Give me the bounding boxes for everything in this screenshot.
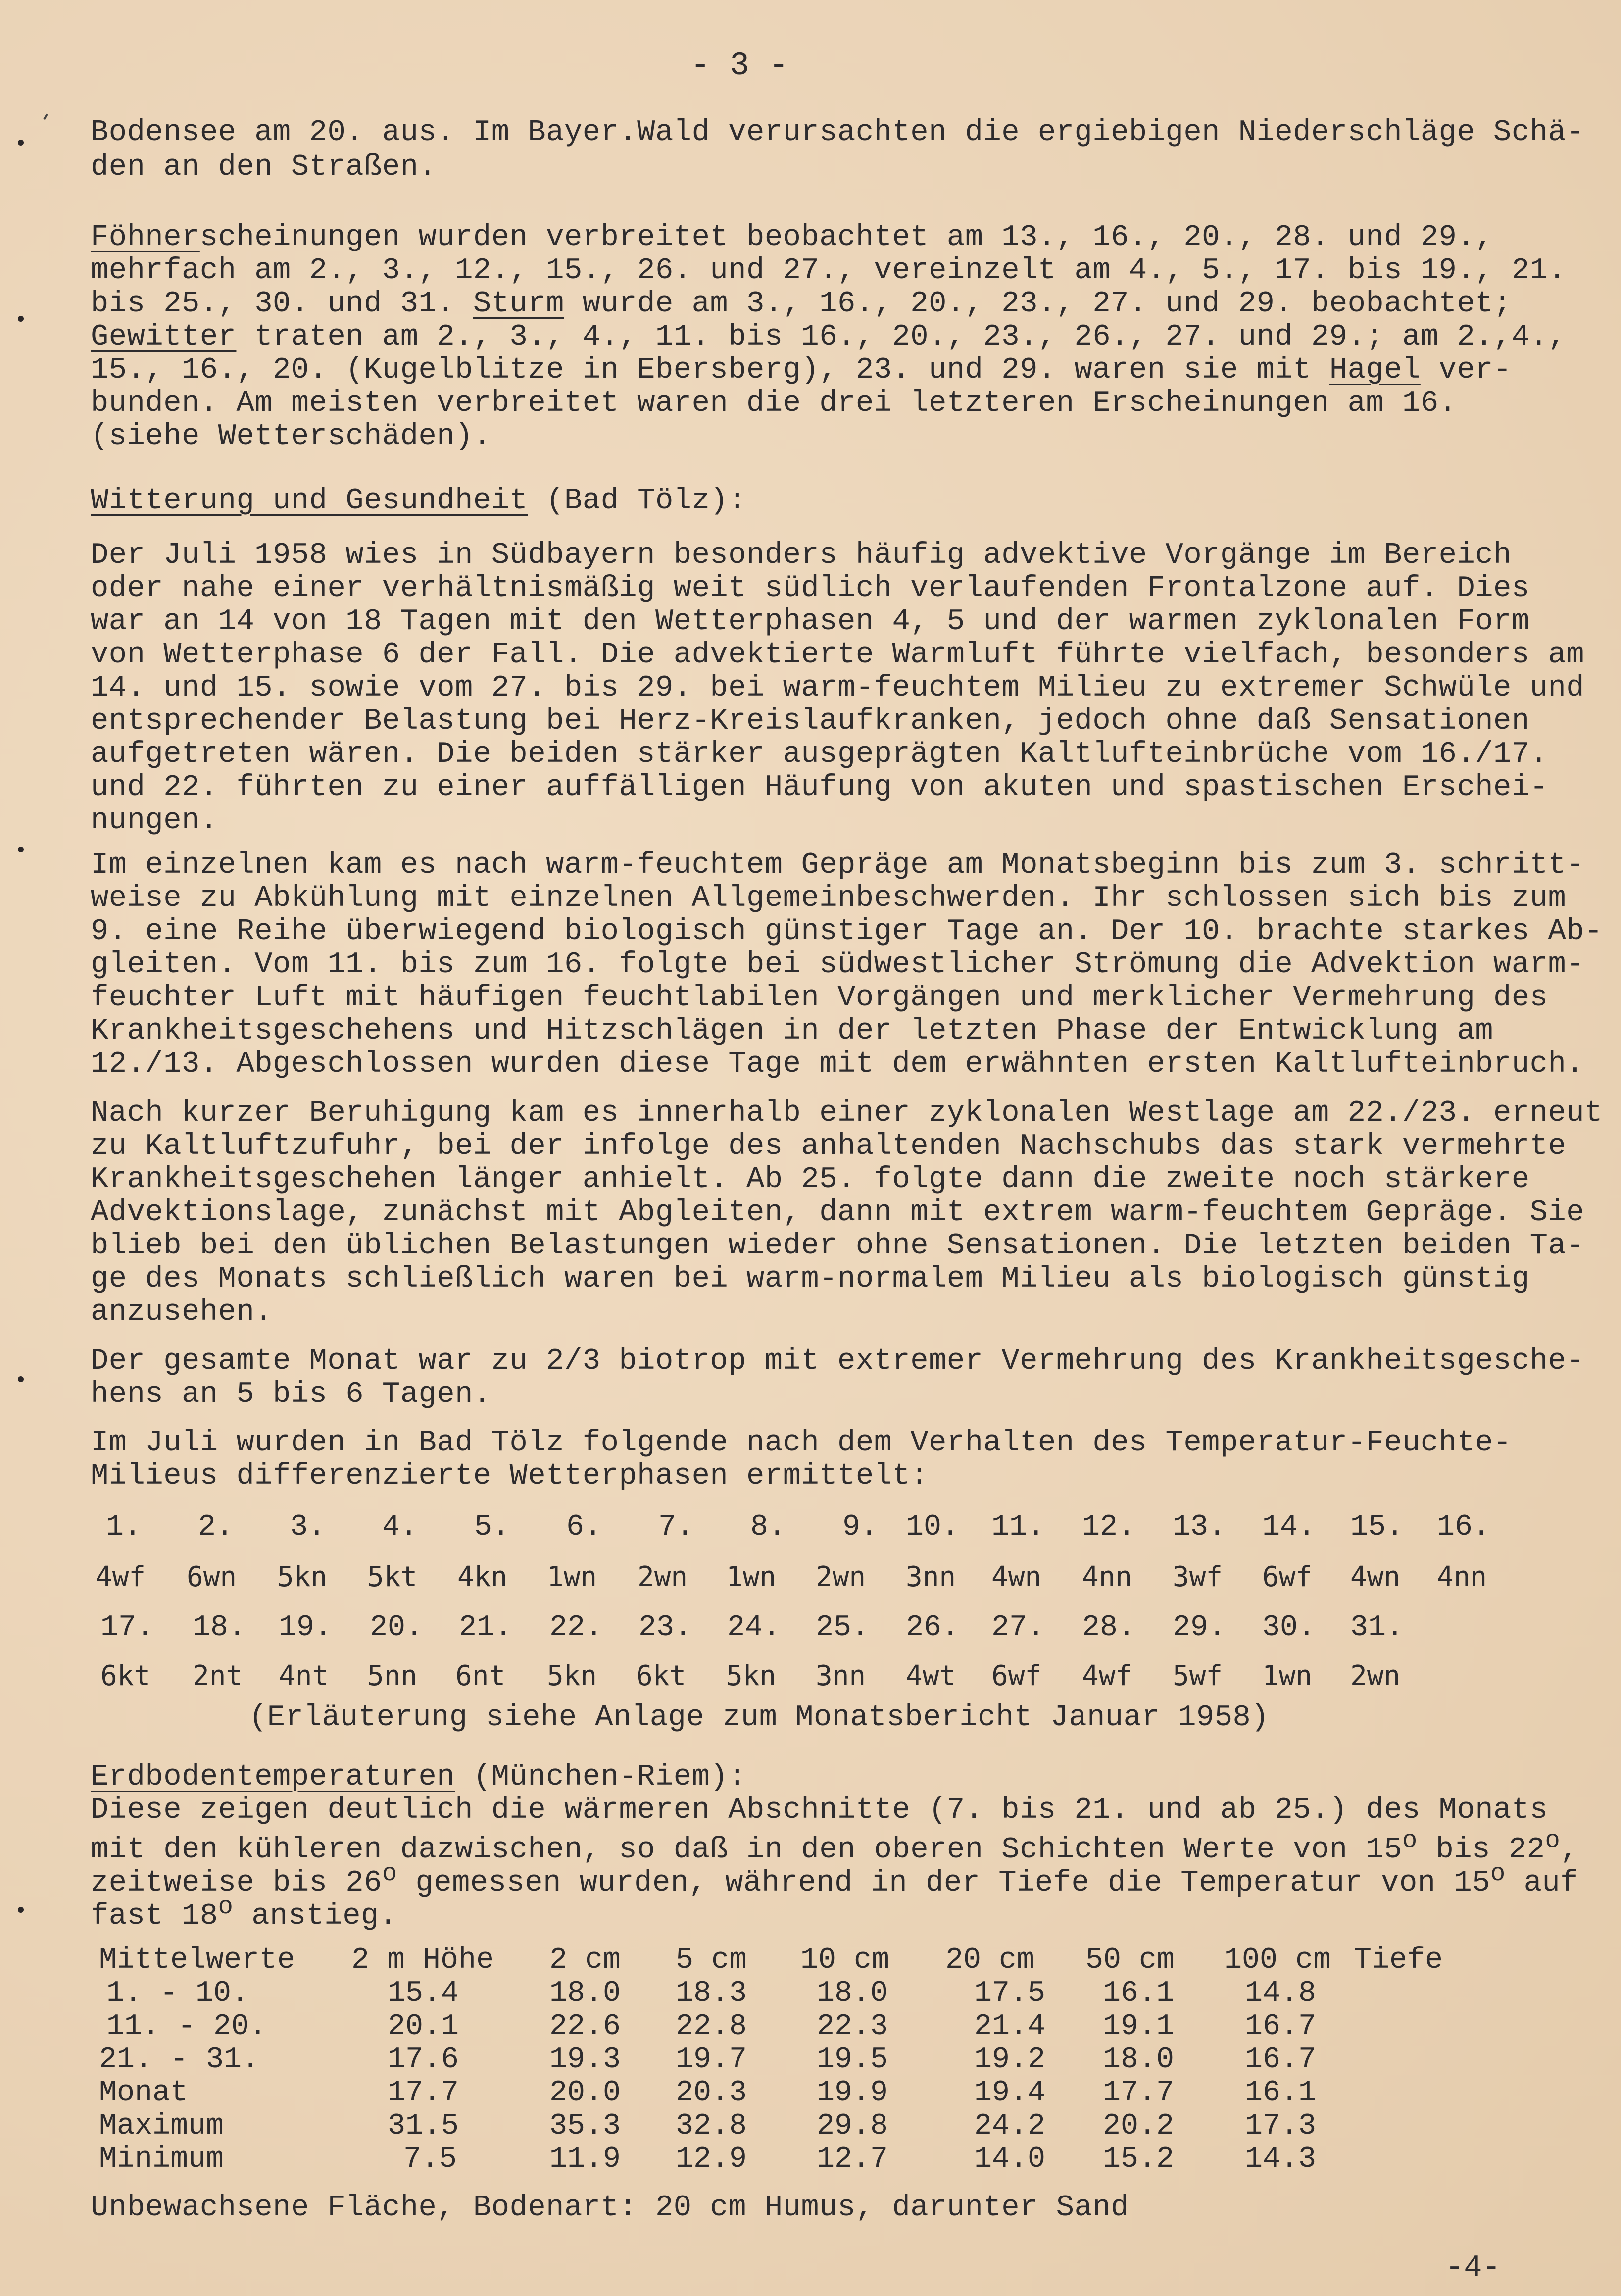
table-cell: 16.7	[1245, 2043, 1317, 2077]
phase-day: 14.	[1262, 1510, 1316, 1544]
phase-code: 3wf	[1173, 1561, 1223, 1593]
text-line: den an den Straßen.	[91, 150, 437, 184]
table-cell: 17.6	[388, 2043, 459, 2077]
table-cell: 20.2	[1103, 2109, 1175, 2143]
table-cell: 17.7	[388, 2076, 459, 2110]
text-line: aufgetreten wären. Die beiden stärker ausgeprägten Kaltlufteinbrüche vom 16./17.	[91, 738, 1548, 771]
text-line: Föhnerscheinungen wurden verbreitet beobachtet am 13., 16., 20., 28. und 29.,	[91, 221, 1494, 254]
phase-day: 27.	[991, 1611, 1045, 1645]
degree-mark: o	[382, 1860, 397, 1888]
table-cell: 29.8	[817, 2109, 888, 2143]
phase-day: 29.	[1173, 1611, 1227, 1645]
table-header: 100 cm	[1224, 1944, 1331, 1977]
soil-heading: Erdbodentemperaturen	[91, 1760, 455, 1794]
table-cell: 12.7	[817, 2143, 888, 2176]
phase-code: 4wn	[991, 1561, 1042, 1593]
text-line: Im einzelnen kam es nach warm-feuchtem Gepräge am Monatsbeginn bis zum 3. schritt-	[91, 849, 1585, 882]
phase-code: 6nt	[455, 1660, 506, 1692]
page-number: - 3 -	[690, 47, 789, 84]
text-line: und 22. führten zu einer auffälligen Häufung von akuten und spastischen Erschei-	[91, 771, 1548, 804]
table-cell: 18.0	[817, 1977, 888, 2010]
phase-day: 20.	[370, 1611, 424, 1645]
table-row-label: 21. - 31.	[99, 2043, 260, 2077]
table-cell: 21.4	[974, 2010, 1046, 2044]
phase-code: 4nt	[279, 1660, 329, 1692]
text-line: 9. eine Reihe überwiegend biologisch günstiger Tage an. Der 10. brachte starkes Ab-	[91, 915, 1603, 948]
health-heading: Witterung und Gesundheit	[91, 484, 528, 518]
table-cell: 19.7	[676, 2043, 747, 2077]
table-cell: 19.1	[1103, 2010, 1175, 2044]
phase-day: 18.	[193, 1611, 246, 1645]
table-cell: 22.8	[676, 2010, 747, 2044]
table-header: Tiefe	[1354, 1944, 1443, 1977]
table-cell: 20.0	[549, 2076, 621, 2110]
phase-day: 15.	[1350, 1510, 1404, 1544]
text-line: Gewitter traten am 2., 3., 4., 11. bis 16., 20., 23., 26., 27. und 29.; am 2.,4.,	[91, 320, 1567, 354]
punch-hole	[18, 1376, 24, 1382]
text-line: mehrfach am 2., 3., 12., 15., 26. und 27., vereinzelt am 4., 5., 17. bis 19., 21.	[91, 254, 1567, 288]
phase-day: 21.	[459, 1611, 513, 1645]
phase-code: 6wf	[1262, 1561, 1313, 1593]
table-cell: 17.7	[1103, 2076, 1175, 2110]
phase-code: 4wn	[1350, 1561, 1401, 1593]
sturm-term: Sturm	[473, 287, 564, 321]
table-cell: 18.0	[549, 1977, 621, 2010]
phase-code: 2wn	[638, 1561, 688, 1593]
text-line: fast 18$^o$ anstieg.	[91, 1893, 397, 1934]
table-row-label: 1. - 10.	[106, 1977, 249, 2010]
phase-day: 25.	[816, 1611, 870, 1645]
degree-mark: o	[218, 1893, 234, 1921]
table-cell: 19.2	[974, 2043, 1046, 2077]
phase-day: 9.	[842, 1510, 879, 1544]
phase-code: 2nt	[193, 1660, 243, 1692]
phase-day: 3.	[290, 1510, 326, 1544]
table-header: 2 cm	[549, 1944, 621, 1977]
punch-hole	[18, 847, 24, 852]
phase-day: 7.	[658, 1510, 694, 1544]
phase-day: 2.	[198, 1510, 234, 1544]
phase-code: 5wf	[1173, 1660, 1223, 1692]
text-line: feuchter Luft mit häufigen feuchtlabilen Vorgängen und merklicher Vermehrung des	[91, 981, 1548, 1015]
phase-code: 6wf	[991, 1660, 1042, 1692]
text-line: Milieus differenzierte Wetterphasen ermittelt:	[91, 1459, 929, 1493]
table-cell: 12.9	[676, 2143, 747, 2176]
table-cell: 16.1	[1103, 1977, 1175, 2010]
table-cell: 14.3	[1245, 2143, 1317, 2176]
phase-day: 12.	[1082, 1510, 1136, 1544]
gewitter-term: Gewitter	[91, 320, 237, 354]
table-row-label: Monat	[99, 2076, 189, 2110]
text-line: bis 25., 30. und 31. Sturm wurde am 3., 16., 20., 23., 27. und 29. beobachtet;	[91, 287, 1512, 321]
table-cell: 20.1	[388, 2010, 459, 2044]
phase-day: 4.	[382, 1510, 418, 1544]
text-line: (siehe Wetterschäden).	[91, 420, 491, 453]
phase-code: 4nn	[1437, 1561, 1487, 1593]
text-line: nungen.	[91, 804, 218, 838]
phase-code: 5kn	[547, 1660, 597, 1692]
table-cell: 22.6	[549, 2010, 621, 2044]
text-line: 14. und 15. sowie vom 27. bis 29. bei warm-feuchtem Milieu zu extremer Schwüle und	[91, 671, 1585, 705]
phase-code: 5kt	[367, 1561, 418, 1593]
table-cell: 18.0	[1103, 2043, 1175, 2077]
soil-footer: Unbewachsene Fläche, Bodenart: 20 cm Humus, darunter Sand	[91, 2191, 1129, 2225]
text-line: gleiten. Vom 11. bis zum 16. folgte bei südwestlicher Strömung die Advektion warm-	[91, 948, 1585, 982]
phase-code: 4wf	[1082, 1660, 1132, 1692]
text-line: war an 14 von 18 Tagen mit den Wetterphasen 4, 5 und der warmen zyklonalen Form	[91, 605, 1530, 639]
text-line: mit den kühleren dazwischen, so daß in den oberen Schichten Werte von 15$^o$ bis 22$^o$,	[91, 1827, 1578, 1867]
phase-day: 23.	[639, 1611, 692, 1645]
phase-code: 3nn	[906, 1561, 956, 1593]
text-line: zu Kaltluftzufuhr, bei der infolge des anhaltenden Nachschubs das stark vermehrte	[91, 1130, 1567, 1163]
text-line: ge des Monats schließlich waren bei warm-normalem Milieu als biologisch günstig	[91, 1262, 1530, 1296]
table-cell: 35.3	[549, 2109, 621, 2143]
text-line: bunden. Am meisten verbreitet waren die drei letzteren Erscheinungen am 16.	[91, 387, 1457, 420]
phase-day: 22.	[549, 1611, 603, 1645]
table-cell: 20.3	[676, 2076, 747, 2110]
table-cell: 7.5	[403, 2143, 457, 2176]
section-heading: Witterung und Gesundheit (Bad Tölz):	[91, 484, 747, 518]
text-line: Krankheitsgeschehens und Hitzschlägen in der letzten Phase der Entwicklung am	[91, 1014, 1494, 1048]
phase-code: 4wt	[906, 1660, 956, 1692]
phases-note: (Erläuterung siehe Anlage zum Monatsbericht Januar 1958)	[249, 1701, 1270, 1735]
degree-mark: o	[1490, 1860, 1506, 1888]
text-line: Diese zeigen deutlich die wärmeren Abschnitte (7. bis 21. und ab 25.) des Monats	[91, 1794, 1548, 1827]
phase-day: 16.	[1437, 1510, 1491, 1544]
phase-code: 4nn	[1082, 1561, 1132, 1593]
text-line: 15., 16., 20. (Kugelblitze in Ebersberg), 23. und 29. waren sie mit Hagel ver-	[91, 353, 1512, 387]
table-cell: 14.8	[1245, 1977, 1317, 2010]
phase-day: 17.	[100, 1611, 154, 1645]
table-cell: 15.4	[388, 1977, 459, 2010]
phase-code: 2wn	[1350, 1660, 1401, 1692]
section-heading: Erdbodentemperaturen (München-Riem):	[91, 1760, 747, 1794]
table-cell: 16.1	[1245, 2076, 1317, 2110]
hagel-term: Hagel	[1329, 353, 1421, 387]
text-line: Nach kurzer Beruhigung kam es innerhalb einer zyklonalen Westlage am 22./23. erneut	[91, 1097, 1603, 1130]
degree-mark: o	[1402, 1827, 1418, 1855]
table-cell: 17.5	[974, 1977, 1046, 2010]
phase-code: 6wn	[187, 1561, 237, 1593]
phase-code: 4kn	[457, 1561, 508, 1593]
phase-day: 1.	[106, 1510, 142, 1544]
text-line: von Wetterphase 6 der Fall. Die advektierte Warmluft führte vielfach, besonders am	[91, 638, 1585, 672]
text-line: Der Juli 1958 wies in Südbayern besonders häufig advektive Vorgänge im Bereich	[91, 539, 1512, 572]
table-row-label: Minimum	[99, 2143, 224, 2176]
text-line: Der gesamte Monat war zu 2/3 biotrop mit extremer Vermehrung des Krankheitsgesche-	[91, 1345, 1585, 1378]
table-cell: 31.5	[388, 2109, 459, 2143]
table-header: Mittelwerte	[99, 1944, 295, 1977]
table-row-label: 11. - 20.	[106, 2010, 267, 2044]
phase-code: 2wn	[816, 1561, 866, 1593]
text-line: entsprechender Belastung bei Herz-Kreislaufkranken, jedoch ohne daß Sensationen	[91, 704, 1530, 738]
table-cell: 19.3	[549, 2043, 621, 2077]
table-cell: 16.7	[1245, 2010, 1317, 2044]
table-cell: 11.9	[549, 2143, 621, 2176]
phase-code: 6kt	[100, 1660, 151, 1692]
text-line: oder nahe einer verhältnismäßig weit südlich verlaufenden Frontalzone auf. Dies	[91, 572, 1530, 605]
text-line: Im Juli wurden in Bad Tölz folgende nach dem Verhalten des Temperatur-Feuchte-	[91, 1426, 1512, 1460]
phase-code: 1wn	[547, 1561, 597, 1593]
table-header: 2 m Höhe	[351, 1944, 494, 1977]
phase-day: 10.	[906, 1510, 960, 1544]
text-line: blieb bei den üblichen Belastungen wieder ohne Sensationen. Die letzten beiden Ta-	[91, 1229, 1585, 1263]
phase-day: 28.	[1082, 1611, 1136, 1645]
table-cell: 32.8	[676, 2109, 747, 2143]
phase-day: 5.	[474, 1510, 510, 1544]
next-page-number: -4-	[1445, 2250, 1501, 2285]
punch-hole	[18, 1907, 24, 1913]
phase-code: 3nn	[816, 1660, 866, 1692]
phase-code: 5kn	[277, 1561, 328, 1593]
phase-day: 6.	[566, 1510, 602, 1544]
phase-code: 5nn	[367, 1660, 418, 1692]
degree-mark: o	[1545, 1827, 1561, 1855]
phase-day: 26.	[906, 1611, 960, 1645]
table-cell: 19.9	[817, 2076, 888, 2110]
phase-day: 24.	[727, 1611, 781, 1645]
phase-code: 1wn	[1262, 1660, 1313, 1692]
phase-day: 8.	[750, 1510, 786, 1544]
table-cell: 19.4	[974, 2076, 1046, 2110]
text-line: anzusehen.	[91, 1296, 273, 1329]
foehn-term: Föhner	[91, 221, 200, 254]
table-cell: 18.3	[676, 1977, 747, 2010]
table-cell: 24.2	[974, 2109, 1046, 2143]
table-cell: 22.3	[817, 2010, 888, 2044]
pencil-mark	[43, 114, 48, 120]
phase-code: 5kn	[726, 1660, 777, 1692]
text-line: hens an 5 bis 6 Tagen.	[91, 1378, 491, 1411]
phase-code: 1wn	[726, 1561, 777, 1593]
phase-code: 4wf	[96, 1561, 146, 1593]
text-line: Krankheitsgeschehen länger anhielt. Ab 25. folgte dann die zweite noch stärkere	[91, 1163, 1530, 1197]
table-header: 10 cm	[800, 1944, 890, 1977]
punch-hole	[18, 140, 24, 146]
text-line: 12./13. Abgeschlossen wurden diese Tage mit dem erwähnten ersten Kaltlufteinbruch.	[91, 1048, 1585, 1081]
phase-day: 19.	[279, 1611, 333, 1645]
phase-code: 6kt	[636, 1660, 687, 1692]
phase-day: 31.	[1350, 1611, 1404, 1645]
punch-hole	[18, 316, 24, 322]
table-row-label: Maximum	[99, 2109, 224, 2143]
table-header: 5 cm	[676, 1944, 747, 1977]
text-line: weise zu Abkühlung mit einzelnen Allgemeinbeschwerden. Ihr schlossen sich bis zum	[91, 882, 1567, 915]
table-cell: 14.0	[974, 2143, 1046, 2176]
phase-day: 13.	[1173, 1510, 1227, 1544]
table-cell: 17.3	[1245, 2109, 1317, 2143]
text-line: Bodensee am 20. aus. Im Bayer.Wald verursachten die ergiebigen Niederschläge Schä-	[91, 116, 1585, 150]
phase-day: 30.	[1262, 1611, 1316, 1645]
table-cell: 15.2	[1103, 2143, 1175, 2176]
table-header: 20 cm	[945, 1944, 1035, 1977]
table-cell: 19.5	[817, 2043, 888, 2077]
table-header: 50 cm	[1085, 1944, 1175, 1977]
phase-day: 11.	[991, 1510, 1045, 1544]
text-line: Advektionslage, zunächst mit Abgleiten, dann mit extrem warm-feuchtem Gepräge. Sie	[91, 1196, 1585, 1230]
text-line: zeitweise bis 26$^o$ gemessen wurden, während in der Tiefe die Temperatur von 15$^o$ auf	[91, 1860, 1578, 1900]
